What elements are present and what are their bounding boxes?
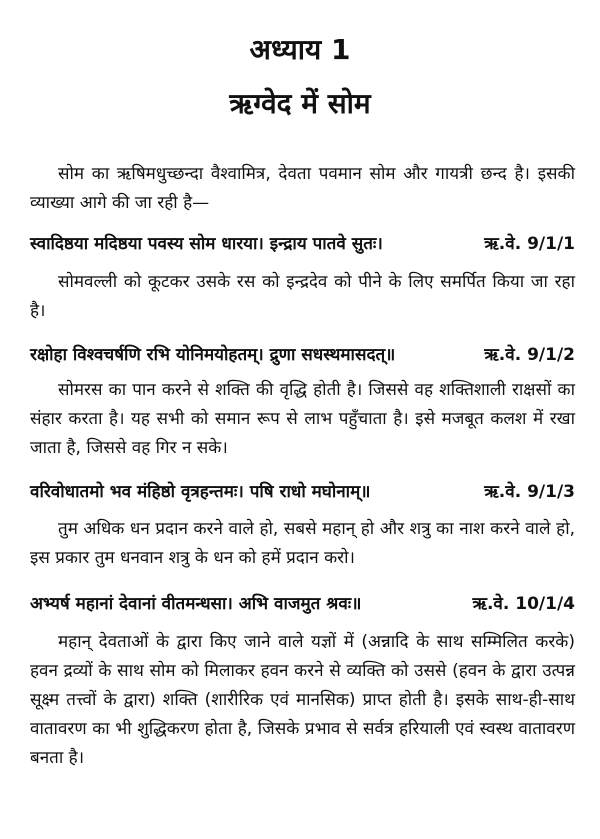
verse-1 xyxy=(30,230,575,258)
verse-1-text: स्वादिष्ठया मदिष्ठया पवस्य सोम धारया। इन्द्राय पातवे सुतः। xyxy=(30,234,383,254)
verse-4-reference: ऋ.वे. 10/1/4 xyxy=(472,594,575,614)
paragraph-2 xyxy=(30,268,575,326)
verse-2 xyxy=(30,341,575,369)
verse-2-text: रक्षोहा विश्वचर्षणि रभि योनिमयोहतम्। द्रुणा सधस्थमासदत्॥ xyxy=(30,345,396,365)
verse-4 xyxy=(30,590,575,618)
chapter-subtitle: ऋग्वेद में सोम xyxy=(229,87,371,120)
paragraph-4-text: तुम अधिक धन प्रदान करने वाले हो, सबसे महान् हो और शत्रु का नाश करने वाले हो, इस प्रकार तुम धनवान शत्रु के धन को हमें प्रदान करो। xyxy=(30,519,575,568)
verse-3 xyxy=(30,478,575,506)
paragraph-intro-text: सोम का ऋषिमधुच्छन्दा वैश्वामित्र, देवता पवमान सोम और गायत्री छन्द है। इसकी व्याख्या आगे की जा रही है— xyxy=(30,164,575,213)
verse-1-reference: ऋ.वे. 9/1/1 xyxy=(484,234,575,254)
paragraph-5-text: महान् देवताओं के द्वारा किए जाने वाले यज्ञों में (अन्नादि के साथ सम्मिलित करके) हवन द्रव्यों के साथ सोम को मिलाकर हवन करने से व्यक्ति को उससे (हवन के द्वारा उत्पन्न सूक्ष्म तत्त्वों के द्वारा) शक्ति (शारीरिक एवं मानसिक) प्राप्त होती है। इसके साथ-ही-साथ वातावरण का भी शुद्धिकरण होता है, जिसके प्रभाव से सर्वत्र हरियाली एवं स्वस्थ वातावरण बनता है। xyxy=(30,632,575,768)
verse-3-text: वरिवोधातमो भव मंहिष्ठो वृत्रहन्तमः। पषि राधो मघोनाम्॥ xyxy=(30,482,371,502)
paragraph-intro xyxy=(30,160,575,218)
paragraph-3-text: सोमरस का पान करने से शक्ति की वृद्धि होती है। जिससे वह शक्तिशाली राक्षसों का संहार करता है। यह सभी को समान रूप से लाभ पहुँचाता है। इसे मजबूत कलश में रखा जाता है, जिससे वह गिर न सके। xyxy=(30,380,575,458)
verse-2-reference: ऋ.वे. 9/1/2 xyxy=(484,345,575,365)
paragraph-3 xyxy=(30,376,575,463)
chapter-title: अध्याय 1 xyxy=(249,33,351,66)
paragraph-4 xyxy=(30,515,575,573)
paragraph-5 xyxy=(30,628,575,773)
verse-3-reference: ऋ.वे. 9/1/3 xyxy=(484,482,575,502)
paragraph-2-text: सोमवल्ली को कूटकर उसके रस को इन्द्रदेव को पीने के लिए समर्पित किया जा रहा है। xyxy=(30,272,575,321)
verse-4-text: अभ्यर्ष महानां देवानां वीतमन्धसा। अभि वाजमुत श्रवः॥ xyxy=(30,594,362,614)
